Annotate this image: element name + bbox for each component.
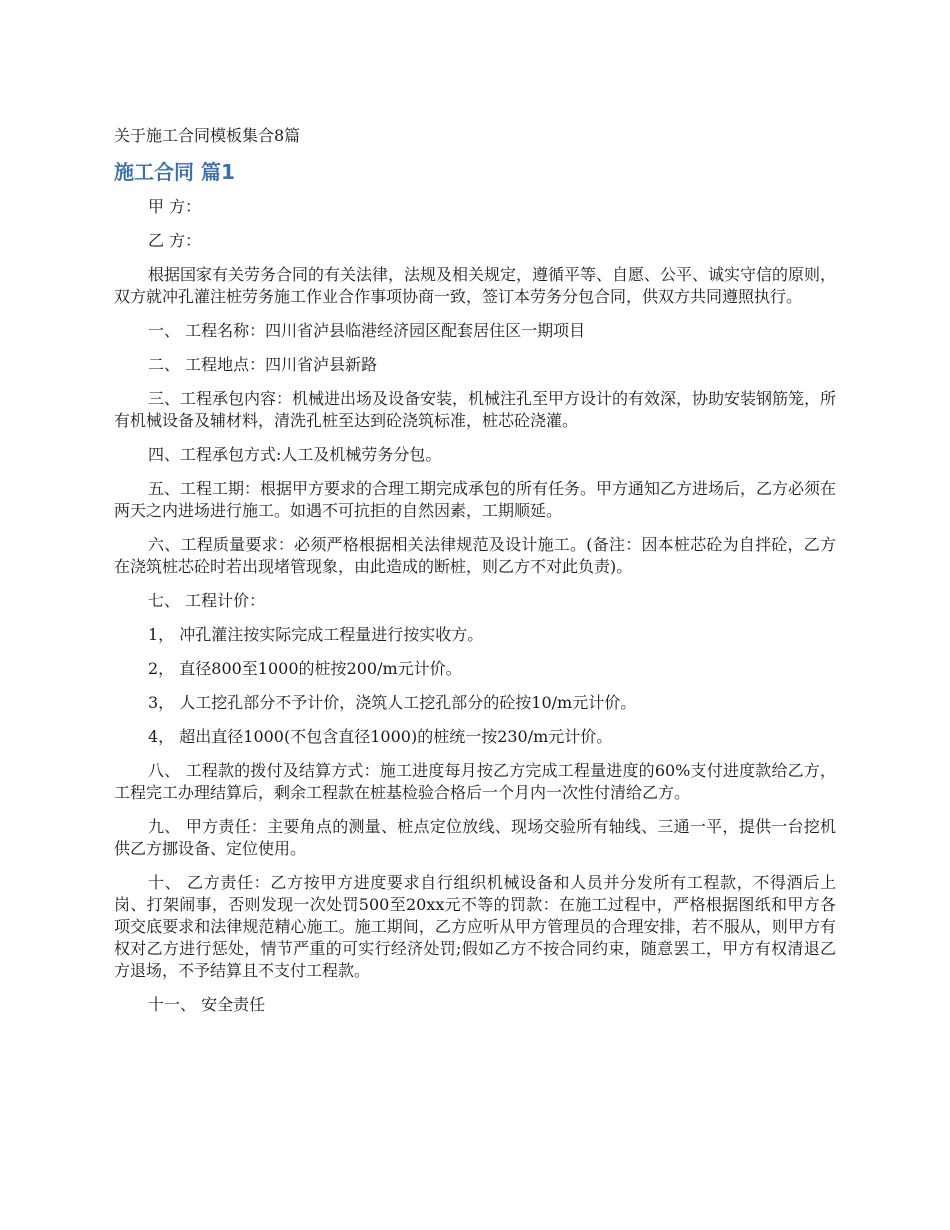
- paragraph-party-b-duties: 十、 乙方责任：乙方按甲方进度要求自行组织机械设备和人员并分发所有工程款，不得酒后上岗、打架闹事，否则发现一次处罚500至20xx元不等的罚款：在施工过程中，严格根据图纸和甲方各项交底要求和法律规范精心施工。施工期间，乙方应听从甲方管理员的合理安排，若不服从，则甲方有权对乙方进行惩处，情节严重的可实行经济处罚;假如乙方不按合同约束，随意罢工，甲方有权清退乙方退场，不予结算且不支付工程款。: [114, 873, 836, 980]
- paragraph-party-a: 甲 方：: [148, 197, 202, 216]
- paragraph-party-b: 乙 方：: [148, 231, 202, 250]
- paragraph-project-name: 一、 工程名称：四川省泸县临港经济园区配套居住区一期项目: [148, 321, 586, 340]
- paragraph-pricing-item-1: 1， 冲孔灌注按实际完成工程量进行按实收方。: [148, 625, 484, 644]
- paragraph-pricing: 七、 工程计价：: [148, 591, 266, 610]
- section-heading: 施工合同 篇1: [114, 160, 235, 184]
- paragraph-payment: 八、 工程款的拨付及结算方式：施工进度每月按乙方完成工程量进度的60%支付进度款给乙方，工程完工办理结算后，剩余工程款在桩基检验合格后一个月内一次性付清给乙方。: [114, 761, 836, 802]
- paragraph-preamble: 根据国家有关劳务合同的有关法律，法规及相关规定，遵循平等、自愿、公平、诚实守信的原则，双方就冲孔灌注桩劳务施工作业合作事项协商一致，签订本劳务分包合同，供双方共同遵照执行。: [114, 265, 837, 306]
- paragraph-pricing-item-3: 3， 人工挖孔部分不予计价，浇筑人工挖孔部分的砼按10/m元计价。: [148, 693, 637, 712]
- paragraph-contract-mode: 四、工程承包方式:人工及机械劳务分包。: [148, 445, 442, 464]
- paragraph-quality: 六、工程质量要求：必须严格根据相关法律规范及设计施工。(备注：因本桩芯砼为自拌砼，乙方在浇筑桩芯砼时若出现堵管现象，由此造成的断桩，则乙方不对此负责)。: [114, 535, 836, 576]
- paragraph-pricing-item-4: 4， 超出直径1000(不包含直径1000)的桩统一按230/m元计价。: [148, 727, 613, 746]
- paragraph-safety: 十一、 安全责任: [148, 995, 266, 1014]
- paragraph-schedule: 五、工程工期：根据甲方要求的合理工期完成承包的所有任务。甲方通知乙方进场后，乙方必须在两天之内进场进行施工。如遇不可抗拒的自然因素，工期顺延。: [114, 479, 837, 520]
- paragraph-project-location: 二、 工程地点：四川省泸县新路: [148, 355, 378, 374]
- document-page: [114, 124, 836, 1028]
- paragraph-pricing-item-2: 2， 直径800至1000的桩按200/m元计价。: [148, 659, 462, 678]
- document-title: 关于施工合同模板集合8篇: [114, 126, 301, 145]
- paragraph-scope: 三、工程承包内容：机械进出场及设备安装，机械注孔至甲方设计的有效深，协助安装钢筋笼，所有机械设备及辅材料，清洗孔桩至达到砼浇筑标准，桩芯砼浇灌。: [114, 389, 837, 430]
- paragraph-party-a-duties: 九、 甲方责任：主要角点的测量、桩点定位放线、现场交验所有轴线、三通一平，提供一台挖机供乙方挪设备、定位使用。: [114, 817, 836, 858]
